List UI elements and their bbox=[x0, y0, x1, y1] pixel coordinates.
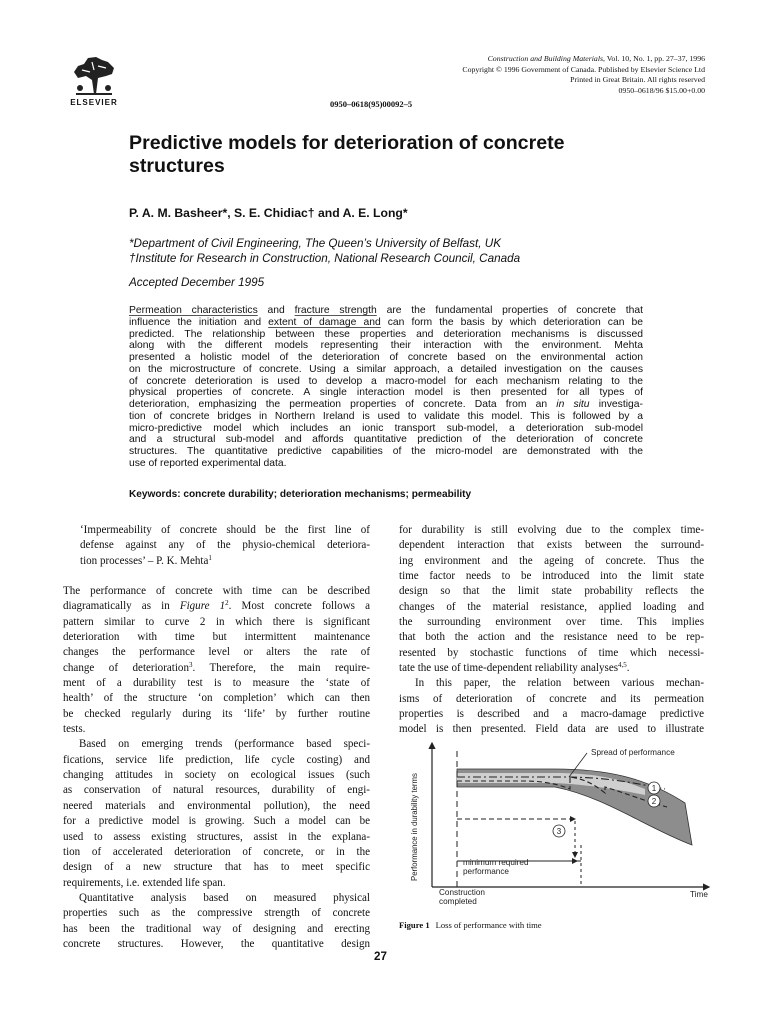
paper-title: Predictive models for deterioration of concrete structures bbox=[129, 132, 565, 177]
abstract-line: tion of concrete bridges in Northern Ireland is used to validate this model. This is followed by a bbox=[129, 410, 643, 422]
x-axis-label: Time bbox=[690, 890, 708, 899]
publisher-name: ELSEVIER bbox=[70, 98, 118, 107]
abstract-line: micro-predictive model which includes an ionic transport sub-model, a deterioration sub-model bbox=[129, 422, 643, 434]
printed-line: Printed in Great Britain. All rights reserved bbox=[570, 75, 705, 85]
minimum-label-1: minimum required bbox=[463, 858, 529, 867]
abstract bbox=[129, 305, 643, 470]
curve-1-number: 1 bbox=[651, 784, 657, 793]
abstract-line: on the microstructure of concrete. Using a similar approach, a detailed investigation on the causes bbox=[129, 363, 643, 375]
elsevier-tree-icon bbox=[68, 54, 120, 96]
performance-diagram bbox=[405, 737, 715, 909]
abstract-line: and a structural sub-model and affords quantitative prediction of the deterioration of concrete bbox=[129, 434, 643, 446]
construction-label-2: completed bbox=[439, 897, 477, 906]
issn-line: 0950–0618/96 $15.00+0.00 bbox=[618, 85, 705, 95]
elsevier-logo bbox=[64, 54, 124, 107]
abstract-line: structures. The quantitative predictive capabilities of the micro-model are demonstrated with the bbox=[129, 446, 643, 457]
accepted-date: Accepted December 1995 bbox=[129, 276, 265, 289]
abstract-line: use of reported experimental data. bbox=[129, 457, 287, 469]
body-column-left: The performance of concrete with time can be described diagramatically as in Figure $1^2$. Most concrete follows a pattern similar to curve 2 in which there is significant deterioration with time but intermittent maintenance changes the performance level or alters the rate of change of deterioration$^3$. Therefore, the main require- ment of a durability test is to measure the ‘state of health’ of the structure ‘on completion’ which can then be checked regularly during its ‘life’ by further routine tests. Based on emerging trends (performance based speci- fications, service life prediction, life cycle costing) and changing attitudes in society on ecological issues (such as conservation of natural resources, durability of engi- neered materials and environmental pollution), the need for a predictive model is growing. Such a model can be used to assess existing structures, assist in the explana- tion of accelerated deterioration of concrete, or in the design of a new structure that has to meet specific requirements, i.e. extended life span. Quantitative analysis based on measured physical properties such as the compressive strength of concrete has been the traditional way of designing and erecting concrete structures. However, the quantitative design bbox=[63, 585, 370, 950]
affiliation-1: *Department of Civil Engineering, The Queen’s University of Belfast, UK bbox=[129, 237, 502, 250]
curve-2-number: 2 bbox=[651, 797, 657, 806]
figure-1 bbox=[405, 737, 715, 909]
abstract-line: presented a holistic model of the deterioration of concrete based on the environmental action bbox=[129, 352, 643, 363]
curve-3-number: 3 bbox=[556, 827, 562, 836]
y-axis-label: Performance in durability terms bbox=[410, 773, 419, 881]
abstract-line: physical properties of concrete. A single interaction model is then presented for all types of bbox=[129, 387, 643, 399]
page-number: 27 bbox=[374, 950, 387, 963]
figure-caption: Figure 1 Loss of performance with time bbox=[399, 920, 542, 930]
keywords: Keywords: concrete durability; deterioration mechanisms; permeability bbox=[129, 489, 472, 500]
highlighted-term: fracture strength bbox=[294, 305, 377, 316]
abstract-line: along with the different models representing their interaction with the environment. Mehta bbox=[129, 340, 643, 352]
affiliations bbox=[129, 236, 520, 266]
epigraph-quote: ‘Impermeability of concrete should be the first line of defense against any of the physio-chemical deteriora- tion processes’ – P. K. Mehta$^1$ bbox=[80, 524, 370, 567]
abstract-line: predicted. The relationship between these properties and deterioration mechanisms is discussed bbox=[129, 328, 643, 340]
abstract-line: of concrete deterioration is used to develop a macro-model for each mechanism relating to the bbox=[129, 375, 643, 387]
article-code: 0950–0618(95)00092–5 bbox=[330, 99, 413, 109]
highlighted-term: extent of damage and bbox=[268, 316, 381, 328]
figure-reference: Figure 1 bbox=[179, 600, 226, 613]
abstract-line: deterioration, emphasizing the permeation properties of concrete. Data from an in situ investiga- bbox=[129, 399, 643, 410]
affiliation-2: †Institute for Research in Construction, National Research Council, Canada bbox=[129, 252, 521, 265]
abstract-line: Permeation characteristics and fracture strength are the fundamental properties of concrete that bbox=[129, 305, 643, 316]
construction-label-1: Construction bbox=[439, 888, 485, 897]
spread-label: Spread of performance bbox=[591, 748, 675, 757]
highlighted-term: Permeation characteristics bbox=[129, 305, 258, 316]
journal-info bbox=[345, 54, 705, 96]
copyright-line: Copyright © 1996 Government of Canada. Published by Elsevier Science Ltd bbox=[462, 64, 705, 74]
abstract-line: influence the initiation and extent of damage and can form the basis by which deterioration can be bbox=[129, 316, 643, 328]
minimum-label-2: performance bbox=[463, 867, 509, 876]
body-column-right: for durability is still evolving due to the complex time- dependent interaction that exists between the surround- ing environment and the ageing of concrete. Thus the time factor needs to be introduced into the limit state design so that the limit state probability reflects the changes of the material resistance, applied loading and the surrounding environment over time. This implies that both the action and the resistance need to be rep- resented by stochastic functions of time which necessi- tate the use of time-dependent reliability analyses$^{4,5}$. In this paper, the relation between various mechan- isms of deterioration of concrete and its permeation properties is described and a macro-damage predictive model is then presented. Field data are used to illustrate bbox=[399, 524, 704, 736]
journal-name: Construction and Building Materials bbox=[487, 54, 604, 63]
authors: P. A. M. Basheer*, S. E. Chidiac† and A. E. Long* bbox=[129, 206, 408, 220]
journal-citation: Construction and Building Materials, Vol. 10, No. 1, pp. 27–37, 1996 bbox=[487, 54, 705, 63]
